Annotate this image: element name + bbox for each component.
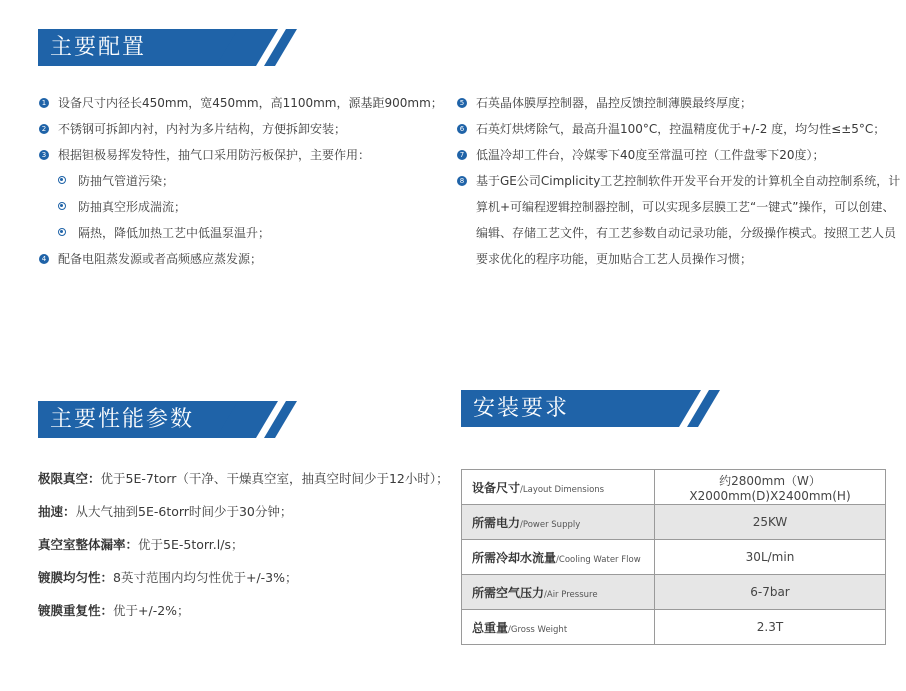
performance-value: 优于5E-7torr（干净、干燥真空室，抽真空时间少于12小时）； — [100, 471, 449, 486]
sub-list-item — [56, 220, 448, 246]
number-badge: 6 — [457, 124, 467, 134]
sub-list-item — [56, 168, 448, 194]
config-list-left — [38, 90, 448, 272]
target-bullet-icon — [58, 202, 66, 210]
config-banner-stripes — [38, 29, 300, 66]
number-badge: 5 — [457, 98, 467, 108]
list-item-text: 根据钽极易挥发特性，抽气口采用防污板保护，主要作用： — [58, 148, 371, 162]
install-title: 安装要求 — [461, 390, 661, 427]
number-badge: 2 — [39, 124, 49, 134]
table-value: 约2800mm（W）X2000mm(D)X2400mm(H) — [655, 470, 886, 505]
performance-item — [38, 561, 449, 594]
number-badge: 4 — [39, 254, 49, 264]
performance-label: 极限真空： — [38, 471, 101, 486]
config-banner — [38, 29, 300, 66]
list-item — [38, 90, 448, 116]
list-item-text: 隔热，降低加热工艺中低温泵温升； — [78, 226, 271, 240]
table-value: 6-7bar — [655, 575, 886, 610]
table-row — [462, 575, 886, 610]
performance-label: 真空室整体漏率： — [38, 537, 139, 552]
list-item — [38, 246, 448, 272]
config-title: 主要配置 — [38, 29, 238, 66]
performance-item — [38, 528, 449, 561]
table-row — [462, 505, 886, 540]
performance-title: 主要性能参数 — [38, 401, 238, 438]
list-item — [456, 142, 904, 168]
list-item-text: 配备电阻蒸发源或者高频感应蒸发源； — [58, 252, 263, 266]
list-item — [456, 116, 904, 142]
list-item — [456, 168, 904, 272]
table-key: 所需冷却水流量/Cooling Water Flow — [462, 540, 655, 575]
target-bullet-icon — [58, 228, 66, 236]
list-item — [38, 116, 448, 142]
table-key: 设备尺寸/Layout Dimensions — [462, 470, 655, 505]
list-item-text: 石英灯烘烤除气，最高升温100°C，控温精度优于+/-2 度，均匀性≤±5°C； — [476, 122, 886, 136]
install-banner — [461, 390, 723, 427]
number-badge: 8 — [457, 176, 467, 186]
table-value: 25KW — [655, 505, 886, 540]
list-item-text: 不锈钢可拆卸内衬，内衬为多片结构，方便拆卸安装； — [58, 122, 347, 136]
performance-value: 从大气抽到5E-6torr时间少于30分钟； — [75, 504, 293, 519]
table-row — [462, 540, 886, 575]
list-item — [38, 142, 448, 168]
performance-label: 抽速： — [38, 504, 76, 519]
table-value: 2.3T — [655, 610, 886, 645]
performance-label: 镀膜均匀性： — [38, 570, 114, 585]
list-item-text: 基于GE公司Cimplicity工艺控制软件开发平台开发的计算机全自动控制系统，计算机+可编程逻辑控制器控制，可以实现多层膜工艺“一键式”操作，可以创建、编辑、存储工艺文件，有工艺参数自动记录功能，分级操作模式。按照工艺人员要求优化的程序功能，更加贴合工艺人员操作习惯； — [476, 174, 901, 266]
performance-item — [38, 594, 449, 627]
table-row — [462, 470, 886, 505]
number-badge: 1 — [39, 98, 49, 108]
performance-item — [38, 462, 449, 495]
performance-list — [38, 462, 449, 627]
install-banner-stripes — [461, 390, 723, 427]
performance-value: 优于5E-5torr.l/s； — [138, 537, 244, 552]
list-item-text: 设备尺寸内径长450mm，宽450mm，高1100mm，源基距900mm； — [58, 96, 443, 110]
performance-value: 8英寸范围内均匀性优于+/-3%； — [113, 570, 298, 585]
table-value: 30L/min — [655, 540, 886, 575]
performance-value: 优于+/-2%； — [113, 603, 190, 618]
number-badge: 3 — [39, 150, 49, 160]
table-row — [462, 610, 886, 645]
number-badge: 7 — [457, 150, 467, 160]
table-key: 所需空气压力/Air Pressure — [462, 575, 655, 610]
performance-banner — [38, 401, 300, 438]
list-item — [456, 90, 904, 116]
performance-label: 镀膜重复性： — [38, 603, 114, 618]
install-table — [461, 469, 886, 645]
table-key: 所需电力/Power Supply — [462, 505, 655, 540]
list-item-text: 低温冷却工件台，冷媒零下40度至常温可控（工件盘零下20度）； — [476, 148, 825, 162]
list-item-text: 防抽气管道污染； — [78, 174, 175, 188]
config-list-right — [456, 90, 904, 272]
sub-list-item — [56, 194, 448, 220]
table-key: 总重量/Gross Weight — [462, 610, 655, 645]
performance-item — [38, 495, 449, 528]
list-item-text: 防抽真空形成湍流； — [78, 200, 187, 214]
performance-banner-stripes — [38, 401, 300, 438]
target-bullet-icon — [58, 176, 66, 184]
list-item-text: 石英晶体膜厚控制器，晶控反馈控制薄膜最终厚度； — [476, 96, 753, 110]
